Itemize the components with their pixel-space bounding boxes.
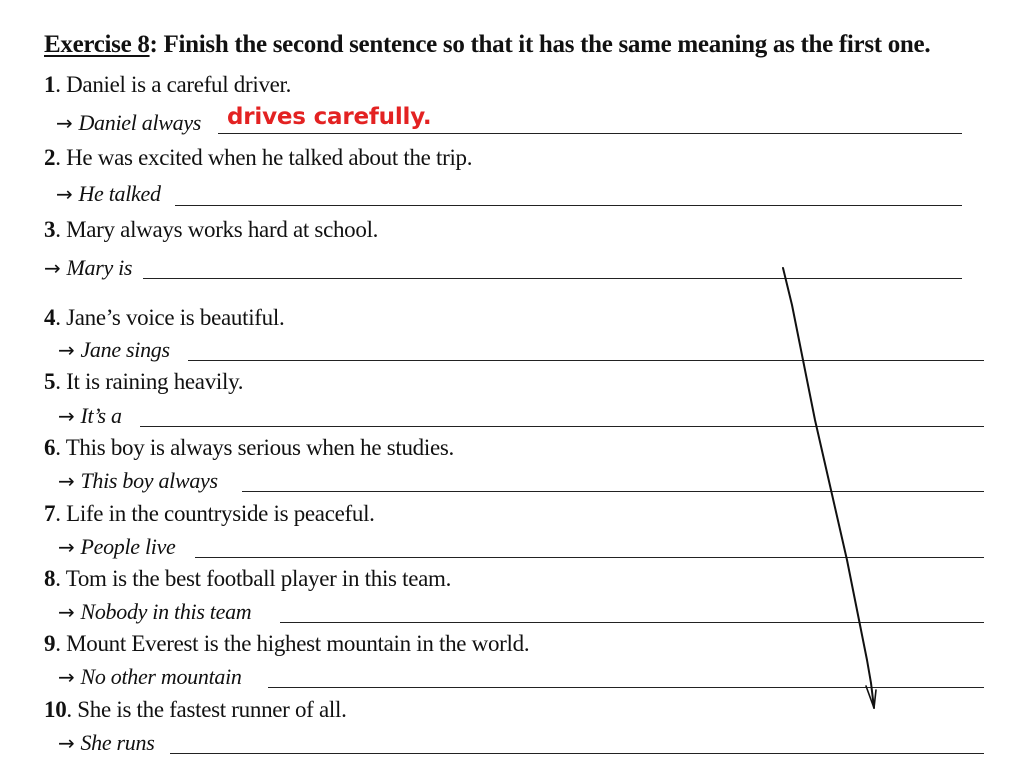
question-7: 7. Life in the countryside is peaceful.	[44, 501, 375, 526]
answer-line-3	[143, 278, 962, 279]
answer-line-7	[195, 557, 984, 558]
answer-prompt-10: → She runs	[58, 730, 155, 755]
answer-line-4	[188, 360, 984, 361]
answer-prompt-8: → Nobody in this team	[58, 599, 252, 624]
question-10: 10. She is the fastest runner of all.	[44, 697, 347, 722]
question-4: 4. Jane’s voice is beautiful.	[44, 305, 285, 330]
arrow-icon: →	[58, 338, 75, 362]
arrow-icon: →	[58, 535, 75, 559]
question-6: 6. This boy is always serious when he studies.	[44, 435, 454, 460]
exercise-instruction: : Finish the second sentence so that it has the same meaning as the first one.	[149, 31, 931, 58]
arrow-icon: →	[58, 600, 75, 624]
answer-line-5	[140, 426, 984, 427]
answer-prompt-1: → Daniel always	[56, 110, 202, 135]
arrow-icon: →	[44, 256, 61, 280]
answer-line-8	[280, 622, 984, 623]
arrow-icon: →	[58, 469, 75, 493]
question-8: 8. Tom is the best football player in this team.	[44, 566, 452, 591]
answer-line-2	[175, 205, 962, 206]
arrow-icon: →	[56, 182, 73, 206]
question-3: 3. Mary always works hard at school.	[44, 217, 379, 242]
question-5: 5. It is raining heavily.	[44, 369, 244, 394]
answer-line-9	[268, 687, 984, 688]
question-9: 9. Mount Everest is the highest mountain in the world.	[44, 631, 530, 656]
answer-prompt-5: → It’s a	[58, 403, 122, 428]
answer-line-10	[170, 753, 984, 754]
question-1: 1. Daniel is a careful driver.	[44, 72, 292, 97]
answer-prompt-3: → Mary is	[44, 255, 133, 280]
answer-prompt-7: → People live	[58, 534, 176, 559]
question-2: 2. He was excited when he talked about the trip.	[44, 145, 473, 170]
answer-prompt-2: → He talked	[56, 181, 161, 206]
arrow-icon: →	[58, 665, 75, 689]
answer-prompt-9: → No other mountain	[58, 664, 242, 689]
answer-prompt-6: → This boy always	[58, 468, 218, 493]
answer-line-1	[218, 133, 962, 134]
exercise-label: Exercise 8	[44, 31, 150, 58]
answer-line-6	[242, 491, 984, 492]
answer-prompt-4: → Jane sings	[58, 337, 170, 362]
written-answer-1: drives carefully.	[227, 104, 432, 130]
arrow-icon: →	[56, 111, 73, 135]
arrow-icon: →	[58, 731, 75, 755]
exercise-title	[44, 31, 930, 59]
arrow-icon: →	[58, 404, 75, 428]
